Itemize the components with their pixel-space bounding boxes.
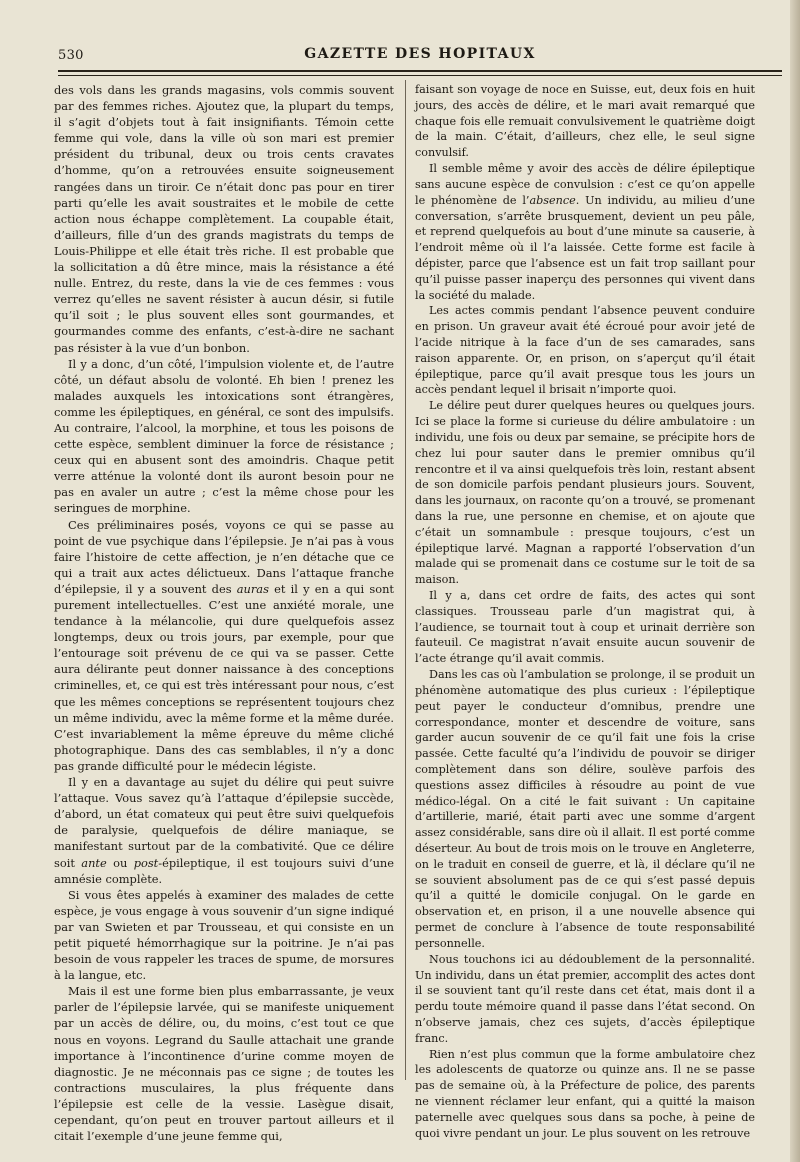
paragraph-text: . Un individu, au milieu d’une conversation, s’arrête brusquement, devient un peu pâle, et reprend quelquefois au bout d’une minute sa causerie, à l’endroit même où il l’a laissée. Cette forme est facile à dépister, parce que l’absence est un fait trop saillant pour qu’il puisse passer inaperçu des personnes qui vivent dans la société du malade. bbox=[415, 193, 755, 302]
paragraph-text: -épileptique, il est toujours suivi d’une amnésie complète. bbox=[54, 855, 394, 886]
paragraph-text: Il y en a davantage au sujet du délire qui peut suivre l’attaque. Vous savez qu’à l’attaque d’épilepsie succède, d’abord, un état comateux qui peut être suivi quelquefois de paralysie, quelquefois de délire maniaque, se manifestant surtout par de la combativité. Que ce délire soit bbox=[54, 775, 394, 870]
paragraph: Le délire peut durer quelques heures ou quelques jours. Ici se place la forme si curieuse du délire ambulatoire : un individu, une fois ou deux par semaine, se précipite hors de chez lui pour sauter dans le premier omnibus qu’il rencontre et il va ainsi quelquefois très loin, restant absent de son domicile parfois pendant plusieurs jours. Souvent, dans les journaux, on raconte qu’on a trouvé, se promenant dans la rue, une personne en chemise, et on ajoute que c’était un somnambule : presque toujours, c’est un épileptique larvé. Magnan a rapporté l’observation d’un malade qui se promenait dans ce costume sur le toit de sa maison. bbox=[415, 399, 755, 587]
paragraph: Rien n’est plus commun que la forme ambulatoire chez les adolescents de quatorze ou quinze ans. Il ne se passe pas de semaine où, à la Préfecture de police, des parents ne viennent réclamer leur enfant, qui a quitté la maison paternelle avec quelques sous dans sa poche, à peine de quoi vivre pendant un jour. Le plus souvent on les retrouve bbox=[415, 1047, 755, 1140]
paragraph-text: et il y en a qui sont purement intellectuelles. C’est une anxiété morale, une tendance à la mélancolie, qui dure quelquefois assez longtemps, deux ou trois jours, par exemple, pour que l’entourage soit prévenu de ce qui va se passer. Cette aura délirante peut donner naissance à des conceptions criminelles, et, ce qui est très intéressant pour nous, c’est que les mêmes conceptions se représentent toujours chez un même individu, avec la même forme et la même durée. C’est invariablement la même épreuve du même cliché photographique. Dans des cas semblables, il n’y a donc pas grande difficulté pour le médecin légiste. bbox=[54, 581, 394, 773]
paragraph: Si vous êtes appelés à examiner des malades de cette espèce, je vous engage à vous souvenir d’un signe indiqué par van Swieten et par Trousseau, et qui consiste en un petit piqueté hémorrhagique sur la poitrine. Je n’ai pas besoin de vous rappeler les traces de spume, de morsures à la langue, etc. bbox=[54, 887, 394, 983]
page-number: 530 bbox=[58, 48, 84, 63]
paragraph: Mais il est une forme bien plus embarrassante, je veux parler de l’épilepsie larvée, qui se manifeste uniquement par un accès de délire, ou, du moins, c’est tout ce que nous en voyons. Legrand du Saulle attachait une grande importance à l’incontinence d’urine comme moyen de diagnostic. Je ne méconnais pas ce signe ; de toutes les contractions musculaires, la plus fréquente dans l’épilepsie est celle de la vessie. Lasègue disait, cependant, qu’on peut en trouver partout ailleurs et il citait l’exemple d’une jeune femme qui, bbox=[54, 984, 394, 1144]
paragraph: Dans les cas où l’ambulation se prolonge, il se produit un phénomène automatique des plus curieux : l’épileptique peut payer le conducteur d’omnibus, prendre une correspondance, monter et descendre de voiture, sans garder aucun souvenir de ce qu’il fait une fois la crise passée. Cette faculté qu’a l’individu de pouvoir se diriger complètement dans son délire, soulève parfois des questions assez difficiles à résoudre au point de vue médico-légal. On a cité le fait suivant : Un capitaine d’artillerie, marié, était parti avec une somme d’argent assez considérable, sans dire où il allait. Il est porté comme déserteur. Au bout de trois mois on le trouve en Angleterre, on le traduit en conseil de guerre, et là, il déclare qu’il ne se souvient absolument pas de ce qui s’est passé depuis qu’il a quitté le domicile conjugal. On le garde en observation et, en prison, il a une nouvelle absence qui permet de conclure à l’absence de toute responsabilité personnelle. bbox=[415, 668, 755, 950]
running-title: GAZETTE DES HOPITAUX bbox=[304, 46, 536, 62]
header-double-rule bbox=[58, 70, 782, 76]
italic-term: ante bbox=[81, 855, 107, 870]
italic-term: auras bbox=[236, 581, 269, 596]
page-header bbox=[58, 44, 782, 68]
paragraph: Les actes commis pendant l’absence peuvent conduire en prison. Un graveur avait été écroué pour avoir jeté de l’acide nitrique à la face d’un de ses camarades, sans raison apparente. Or, en prison, on s’aperçut qu’il était épileptique, parce qu’il avait presque tous les jours un accès pendant lequel il brisait n’importe quoi. bbox=[415, 304, 755, 397]
paragraph bbox=[54, 517, 394, 775]
left-column bbox=[54, 82, 394, 1144]
paragraph bbox=[54, 774, 394, 887]
paragraph: faisant son voyage de noce en Suisse, eut, deux fois en huit jours, des accès de délire, et le mari avait remarqué que chaque fois elle remuait convulsivement le quatrième doigt de la main. C’était, d’ailleurs, chez elle, le seul signe convulsif. bbox=[415, 83, 755, 160]
paragraph: Nous touchons ici au dédoublement de la personnalité. Un individu, dans un état premier, accomplit des actes dont il se souvient tant qu’il reste dans cet état, mais dont il a perdu toute mémoire quand il passe dans l’état second. On n’observe jamais, chez ces sujets, d’accès épileptique franc. bbox=[415, 952, 755, 1045]
right-column bbox=[415, 82, 755, 1141]
paragraph-text: Ces préliminaires posés, voyons ce qui se passe au point de vue psychique dans l’épilepsie. Je n’ai pas à vous faire l’histoire de cette affection, je n’en détache que ce qui a trait aux actes délictueux. Dans l’attaque franche d’épilepsie, il y a souvent des bbox=[54, 517, 394, 596]
page-edge-shadow bbox=[790, 0, 800, 1162]
paragraph bbox=[415, 161, 755, 303]
paragraph: Il y a donc, d’un côté, l’impulsion violente et, de l’autre côté, un défaut absolu de volonté. Eh bien ! prenez les malades auxquels les intoxications sont étrangères, comme les épileptiques, en général, ce sont des impulsifs. Au contraire, l’alcool, la morphine, et tous les poisons de cette espèce, semblent diminuer la force de résistance ; ceux qui en abusent sont des amoindris. Chaque petit verre atténue la volonté dont ils auront besoin pour ne pas en avaler un autre ; c’est la même chose pour les seringues de morphine. bbox=[54, 356, 394, 516]
paragraph: des vols dans les grands magasins, vols commis souvent par des femmes riches. Ajoutez que, la plupart du temps, il s’agit d’objets tout à fait insignifiants. Témoin cette femme qui vole, dans la ville où son mari est premier président du tribunal, deux ou trois cents cravates d’homme, qu’on a retrouvées ensuite soigneusement rangées dans un tiroir. Ce n’était donc pas pour en tirer parti qu’elle les avait soustraites et le mobile de cette action nous échappe complètement. La coupable était, d’ailleurs, fille d’un des grands magistrats du temps de Louis-Philippe et elle était très riche. Il est probable que la sollicitation a dû être mince, mais la résistance a été nulle. Entrez, du reste, dans la vie de ces femmes : vous verrez qu’elles ne savent résister à aucun désir, si futile qu’il soit ; le plus souvent elles sont gourmandes, et gourmandes comme des enfants, c’est-à-dire ne sachant pas résister à la vue d’un bonbon. bbox=[54, 83, 394, 355]
paragraph-text: Il semble même y avoir des accès de délire épileptique sans aucune espèce de convulsion : c’est ce qu’on appelle le phénomène de l’ bbox=[415, 162, 755, 207]
column-divider bbox=[405, 80, 406, 1080]
italic-term: post bbox=[133, 855, 159, 870]
paragraph-text: ou bbox=[106, 855, 134, 870]
italic-term: absence bbox=[529, 193, 576, 207]
paragraph: Il y a, dans cet ordre de faits, des actes qui sont classiques. Trousseau parle d’un magistrat qui, à l’audience, se tournait tout à coup et urinait derrière son fauteuil. Ce magistrat n’avait ensuite aucun souvenir de l’acte étrange qu’il avait commis. bbox=[415, 589, 755, 666]
